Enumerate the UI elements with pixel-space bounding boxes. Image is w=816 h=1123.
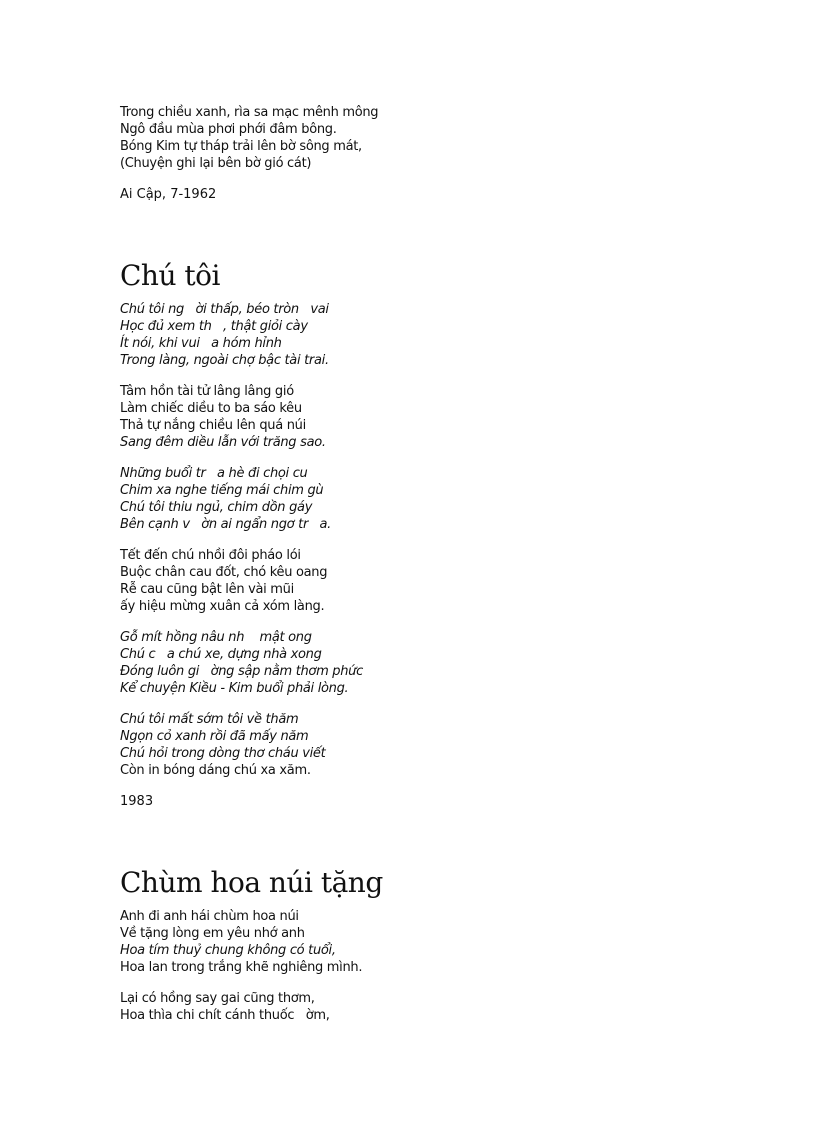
poem-line: Anh đi anh hái chùm hoa núi [120,909,299,924]
poem-line: Những buổi tr a hè đi chọi cu [120,466,308,481]
poem1-stanza-3 [120,465,740,533]
poem1-stanza-2 [120,383,740,451]
poem-line: Làm chiếc diều to ba sáo kêu [120,401,302,416]
poem-line: Trong làng, ngoài chợ bậc tài trai. [120,353,329,368]
poem1-date: 1983 [120,794,154,809]
poem-line: Ngọn cỏ xanh rồi đã mấy năm [120,729,309,744]
poem-line: Chú tôi mất sớm tôi về thăm [120,712,299,727]
poem2-stanza-1 [120,908,740,976]
poem-line: Hoa lan trong trắng khẽ nghiêng mình. [120,960,363,975]
poem-line: Gỗ mít hồng nâu nh mật ong [120,630,312,645]
poem-line: Chú tôi thiu ngủ, chim dồn gáy [120,500,313,515]
intro-date: Ai Cập, 7-1962 [120,187,217,202]
document-page [120,104,740,1038]
poem-line: Kể chuyện Kiều - Kim buổi phải lòng. [120,681,349,696]
poem-line: Tâm hồn tài tử lâng lâng gió [120,384,294,399]
poem-line: Còn in bóng dáng chú xa xăm. [120,763,311,778]
poem-line: Sang đêm diều lẫn với trăng sao. [120,435,326,450]
poem1-stanza-6 [120,711,740,779]
poem-line: Trong chiều xanh, rìa sa mạc mênh mông [120,105,379,120]
poem-line: ấy hiệu mừng xuân cả xóm làng. [120,599,325,614]
poem-line: Chú tôi ng ời thấp, béo tròn vai [120,302,329,317]
poem1-stanza-1 [120,301,740,369]
poem-line: Thả tự nắng chiều lên quá núi [120,418,306,433]
poem-line: Hoa thìa chi chít cánh thuốc ờm, [120,1008,330,1023]
poem-line: Hoa tím thuỷ chung không có tuổi, [120,943,336,958]
poem-title-chu-toi: Chú tôi [120,259,220,292]
poem-line: Buộc chân cau đốt, chó kêu oang [120,565,328,580]
poem-line: Học đủ xem th , thật giỏi cày [120,319,308,334]
poem-line: Rễ cau cũng bật lên vài mũi [120,582,294,597]
poem-line: Chú c a chú xe, dựng nhà xong [120,647,322,662]
poem-line: Bên cạnh v ờn ai ngẩn ngơ tr a. [120,517,331,532]
poem-line: Về tặng lòng em yêu nhớ anh [120,926,305,941]
poem-line: Chú hỏi trong dòng thơ cháu viết [120,746,326,761]
poem1-stanza-4 [120,547,740,615]
poem-line: (Chuyện ghi lại bên bờ gió cát) [120,156,312,171]
intro-stanza [120,104,740,172]
poem-line: Tết đến chú nhồi đôi pháo lói [120,548,301,563]
poem2-stanza-2 [120,990,740,1024]
poem-title-chum-hoa-nui-tang: Chùm hoa núi tặng [120,866,383,899]
poem1-stanza-5 [120,629,740,697]
poem-line: Ít nói, khi vui a hóm hỉnh [120,336,282,351]
poem-line: Ngô đầu mùa phơi phới đâm bông. [120,122,337,137]
poem-line: Chim xa nghe tiếng mái chim gù [120,483,324,498]
poem-line: Đóng luôn gi ờng sập nằm thơm phức [120,664,363,679]
poem-line: Lại có hồng say gai cũng thơm, [120,991,315,1006]
poem-line: Bóng Kim tự tháp trải lên bờ sông mát, [120,139,362,154]
